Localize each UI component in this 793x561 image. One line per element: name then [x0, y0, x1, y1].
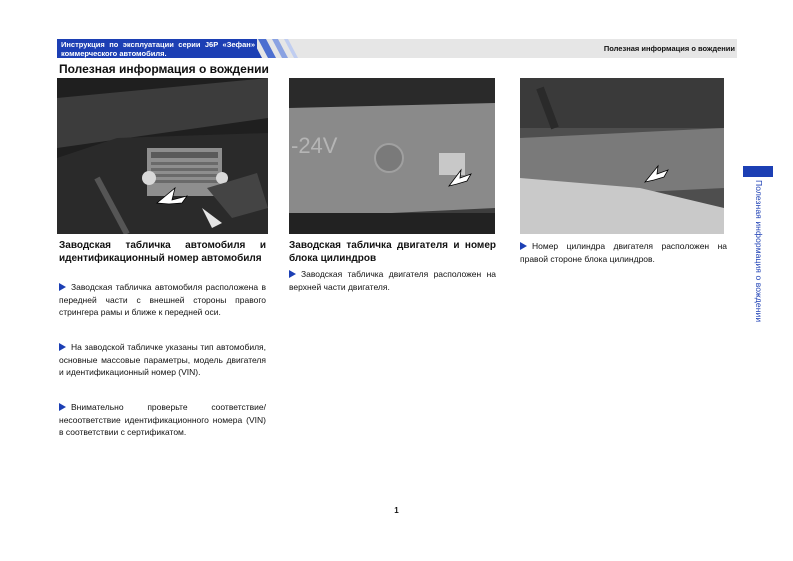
header-section-name: Полезная информация о вождении: [603, 44, 735, 53]
vehicle-nameplate-text-1: Заводская табличка автомобиля расположена в передней части с внешней стороны правого стрингера рамы и ближе к передней оси.: [59, 282, 266, 317]
vehicle-nameplate-text-2: На заводской табличке указаны тип автомобиля, основные массовые параметры, модель двигателя и идентификационный номер (VIN).: [59, 342, 266, 377]
cylinder-block-number-photo: [520, 78, 724, 234]
bullet-triangle-icon: [59, 283, 66, 291]
side-section-label: Полезная информация о вождении: [754, 180, 764, 323]
bullet-triangle-icon: [59, 343, 66, 351]
side-section-tab: [743, 166, 773, 177]
vehicle-nameplate-heading: Заводская табличка автомобиля и идентификационный номер автомобиля: [59, 240, 266, 264]
vehicle-nameplate-text-3: Внимательно проверьте соответствие/несоответствие идентификационного номера (VIN) в соответствии с сертификатом.: [59, 402, 266, 437]
svg-text:-24V: -24V: [291, 133, 338, 158]
engine-nameplate-photo: [289, 78, 495, 234]
document-title: Инструкция по эксплуатации серии J6P «Зефан» коммерческого автомобиля.: [61, 40, 255, 58]
bullet-triangle-icon: [59, 403, 66, 411]
bullet-triangle-icon: [289, 270, 296, 278]
cylinder-number-text: Номер цилиндра двигателя расположен на правой стороне блока цилиндров.: [520, 241, 727, 264]
bullet-triangle-icon: [520, 242, 527, 250]
engine-nameplate-text: Заводская табличка двигателя расположен на верхней части двигателя.: [289, 269, 496, 292]
vehicle-nameplate-photo: [57, 78, 268, 234]
page-number: 1: [394, 506, 399, 515]
engine-nameplate-heading: Заводская табличка двигателя и номер блока цилиндров: [289, 240, 496, 264]
page-title: Полезная информация о вождении: [59, 62, 269, 76]
